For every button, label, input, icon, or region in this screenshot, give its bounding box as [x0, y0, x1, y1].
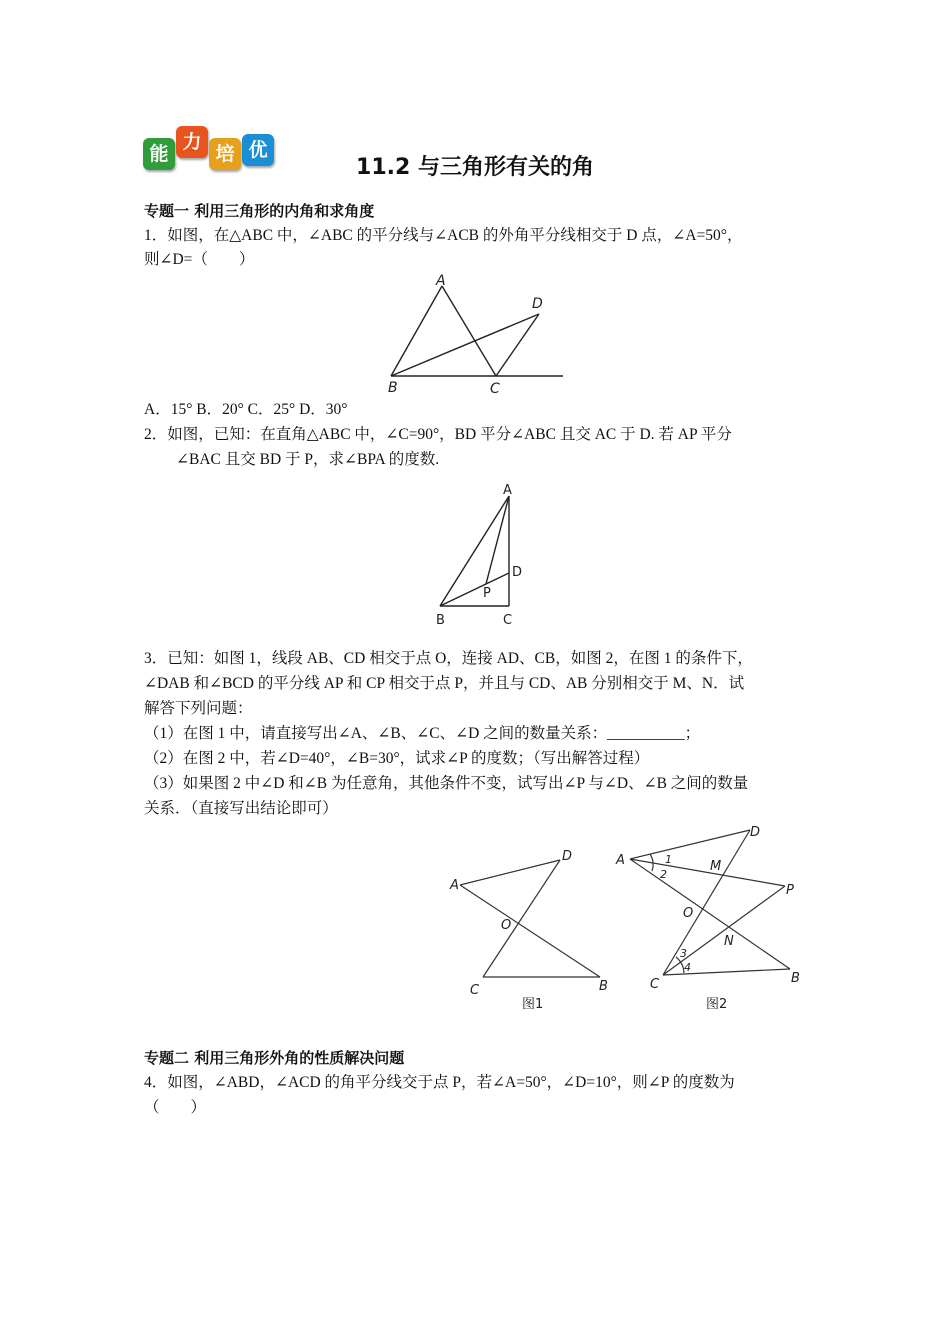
q3f1-edge-AB — [460, 885, 600, 977]
q3f1-caption: 图1 — [522, 997, 544, 1012]
q1-label-D: D — [532, 296, 543, 312]
logo-tile-3: 培 — [209, 138, 241, 170]
q3f2-edge-DC — [663, 830, 750, 975]
q3f2-label-C: C — [650, 977, 660, 992]
section-heading-1: 专题一 利用三角形的内角和求角度 — [144, 202, 375, 220]
q3-figure-2 — [610, 818, 815, 1018]
logo-tile-2: 力 — [176, 126, 208, 158]
q1-line1: 1．如图，在△ABC 中，∠ABC 的平分线与∠ACB 的外角平分线相交于 D 点，∠A=50°， — [144, 227, 743, 244]
page-title: 11.2 与三角形有关的角 — [356, 155, 594, 180]
q2-figure — [425, 478, 535, 630]
q3-line2: ∠DAB 和∠BCD 的平分线 AP 和 CP 相交于点 P，并且与 CD、AB 分别相交于 M、N．试 — [144, 675, 745, 692]
q3f2-angle-2: 2 — [660, 868, 667, 881]
q1-figure — [380, 268, 570, 400]
q3f2-angle-1: 1 — [665, 853, 672, 866]
q3f2-label-B: B — [791, 971, 800, 986]
q3f2-edge-AB — [630, 859, 790, 969]
q3f2-segment-CP — [663, 886, 785, 975]
q1-edge-AC — [442, 286, 496, 376]
q4-line1: 4．如图，∠ABD，∠ACD 的角平分线交于点 P，若∠A=50°，∠D=10°，则∠P 的度数为 — [144, 1074, 735, 1091]
q1-label-C: C — [490, 381, 500, 397]
q3-part2: （2）在图 2 中，若∠D=40°，∠B=30°，试求∠P 的度数；（写出解答过程） — [144, 750, 650, 767]
q3f2-caption: 图2 — [706, 997, 728, 1012]
q3f1-label-D: D — [562, 849, 573, 864]
logo-tile-1: 能 — [143, 138, 175, 170]
q1-line2: 则∠D=（ ） — [144, 251, 255, 268]
q2-label-D: D — [512, 565, 523, 580]
section-heading-2: 专题二 利用三角形外角的性质解决问题 — [144, 1049, 405, 1067]
q3f2-edge-CB — [663, 969, 790, 975]
q3f2-angle-3: 3 — [680, 947, 687, 960]
q1-label-A: A — [436, 273, 446, 289]
q3-part1: （1）在图 1 中，请直接写出∠A、∠B、∠C、∠D 之间的数量关系：__________； — [144, 725, 701, 742]
q3f2-label-M: M — [710, 859, 722, 874]
q3f2-label-A: A — [616, 853, 625, 868]
q3f1-edge-AD — [460, 860, 560, 885]
q3-figure-1 — [440, 838, 615, 1018]
q1-label-B: B — [388, 380, 398, 396]
q1-options: A．15° B．20° C．25° D．30° — [144, 401, 348, 418]
q3f1-label-B: B — [599, 979, 608, 994]
q3-line3: 解答下列问题： — [144, 700, 253, 717]
q3f2-label-O: O — [683, 906, 694, 921]
q1-edge-AB — [391, 286, 442, 376]
q3f1-label-C: C — [470, 983, 480, 998]
q2-label-B: B — [436, 613, 445, 628]
q2-segment-AP — [486, 496, 509, 584]
q3f2-label-D: D — [750, 825, 761, 840]
q3f1-edge-DC — [483, 860, 560, 977]
q2-label-P: P — [483, 586, 491, 601]
q3f2-edge-AD — [630, 830, 750, 859]
q3f2-label-N: N — [724, 934, 734, 949]
q2-line1: 2．如图，已知：在直角△ABC 中，∠C=90°，BD 平分∠ABC 且交 AC 于 D. 若 AP 平分 — [144, 426, 732, 443]
q3-part3a: （3）如果图 2 中∠D 和∠B 为任意角，其他条件不变，试写出∠P 与∠D、∠B 之间的数量 — [144, 775, 749, 792]
logo-tile-4: 优 — [242, 134, 274, 166]
q2-label-A: A — [503, 483, 512, 498]
q4-line2: （ ） — [144, 1099, 207, 1116]
q3f1-label-O: O — [501, 918, 512, 933]
q3-part3b: 关系．（直接写出结论即可） — [144, 800, 338, 817]
q3f2-angle-4: 4 — [684, 961, 691, 974]
q3f1-label-A: A — [450, 878, 459, 893]
q2-label-C: C — [503, 613, 513, 628]
q3-line1: 3．已知：如图 1，线段 AB、CD 相交于点 O，连接 AD、CB，如图 2，在图 1 的条件下， — [144, 650, 753, 667]
q2-line2: ∠BAC 且交 BD 于 P，求∠BPA 的度数. — [176, 451, 440, 468]
q3f2-label-P: P — [786, 883, 794, 898]
